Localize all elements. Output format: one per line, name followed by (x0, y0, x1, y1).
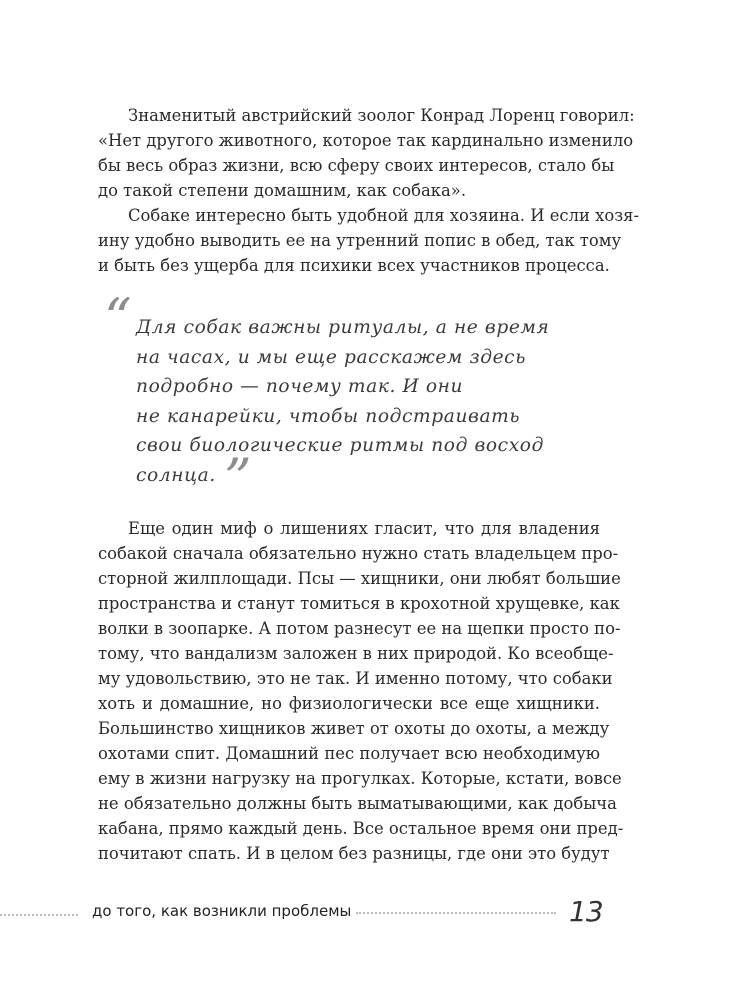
text-line: почитают спать. И в целом без разницы, где они это будут (98, 844, 610, 863)
text-line: не обязательно должны быть выматывающими, как добыча (98, 794, 617, 813)
close-quote-icon: ” (224, 447, 252, 510)
open-quote-icon: “ (104, 287, 132, 350)
quote-line: на часах, и мы еще расскажем здесь (136, 346, 526, 368)
paragraph-lorenz (98, 103, 635, 203)
text-line: «Нет другого животного, которое так кардинально изменило (98, 131, 634, 150)
text-line: Собаке интересно быть удобной для хозяина. И если хозя- (128, 206, 640, 225)
footer-divider (356, 912, 556, 914)
chapter-title: до того, как возникли проблемы (92, 902, 352, 920)
quote-line: не канарейки, чтобы подстраивать (136, 405, 521, 427)
page-number: 13 (569, 895, 603, 928)
text-line: хоть и домашние, но физиологически все еще хищники. (98, 694, 600, 713)
quote-line: подробно — почему так. И они (136, 376, 464, 398)
text-line: до такой степени домашним, как собака». (98, 181, 467, 200)
page-footer (0, 895, 731, 935)
text-line: Знаменитый австрийский зоолог Конрад Лоренц говорил: (128, 106, 635, 125)
quote-text (136, 313, 549, 491)
text-line: волки в зоопарке. А потом разнесут ее на щепки просто по- (98, 619, 621, 638)
text-line: сторной жилплощади. Псы — хищники, они любят большие (98, 569, 621, 588)
quote-line: Для собак важны ритуалы, а не время (136, 317, 550, 338)
paragraph-myth (98, 516, 624, 866)
quote-line: солнца. (136, 464, 216, 486)
text-line: тому, что вандализм заложен в них природой. Ко всеобще- (98, 644, 614, 663)
text-line: Еще один миф о лишениях гласит, что для владения (128, 519, 600, 538)
pull-quote (104, 287, 584, 510)
text-line: ину удобно выводить ее на утренний попис в обед, так тому (98, 231, 622, 250)
text-line: Большинство хищников живет от охоты до охоты, а между (98, 719, 610, 738)
text-line: кабана, прямо каждый день. Все остальное время они пред- (98, 819, 624, 838)
footer-divider (0, 914, 78, 916)
text-line: ему в жизни нагрузку на прогулках. Которые, кстати, вовсе (98, 769, 622, 788)
text-line: му удовольствию, это не так. И именно потому, что собаки (98, 669, 613, 688)
text-line: охотами спит. Домашний пес получает всю необходимую (98, 744, 600, 763)
quote-line: свои биологические ритмы под восход (136, 435, 544, 457)
text-line: собакой сначала обязательно нужно стать владельцем про- (98, 544, 619, 563)
paragraph-owner (98, 203, 640, 278)
text-line: пространства и станут томиться в крохотной хрущевке, как (98, 594, 620, 613)
text-line: бы весь образ жизни, всю сферу своих интересов, стало бы (98, 156, 615, 175)
text-line: и быть без ущерба для психики всех участников процесса. (98, 256, 610, 275)
